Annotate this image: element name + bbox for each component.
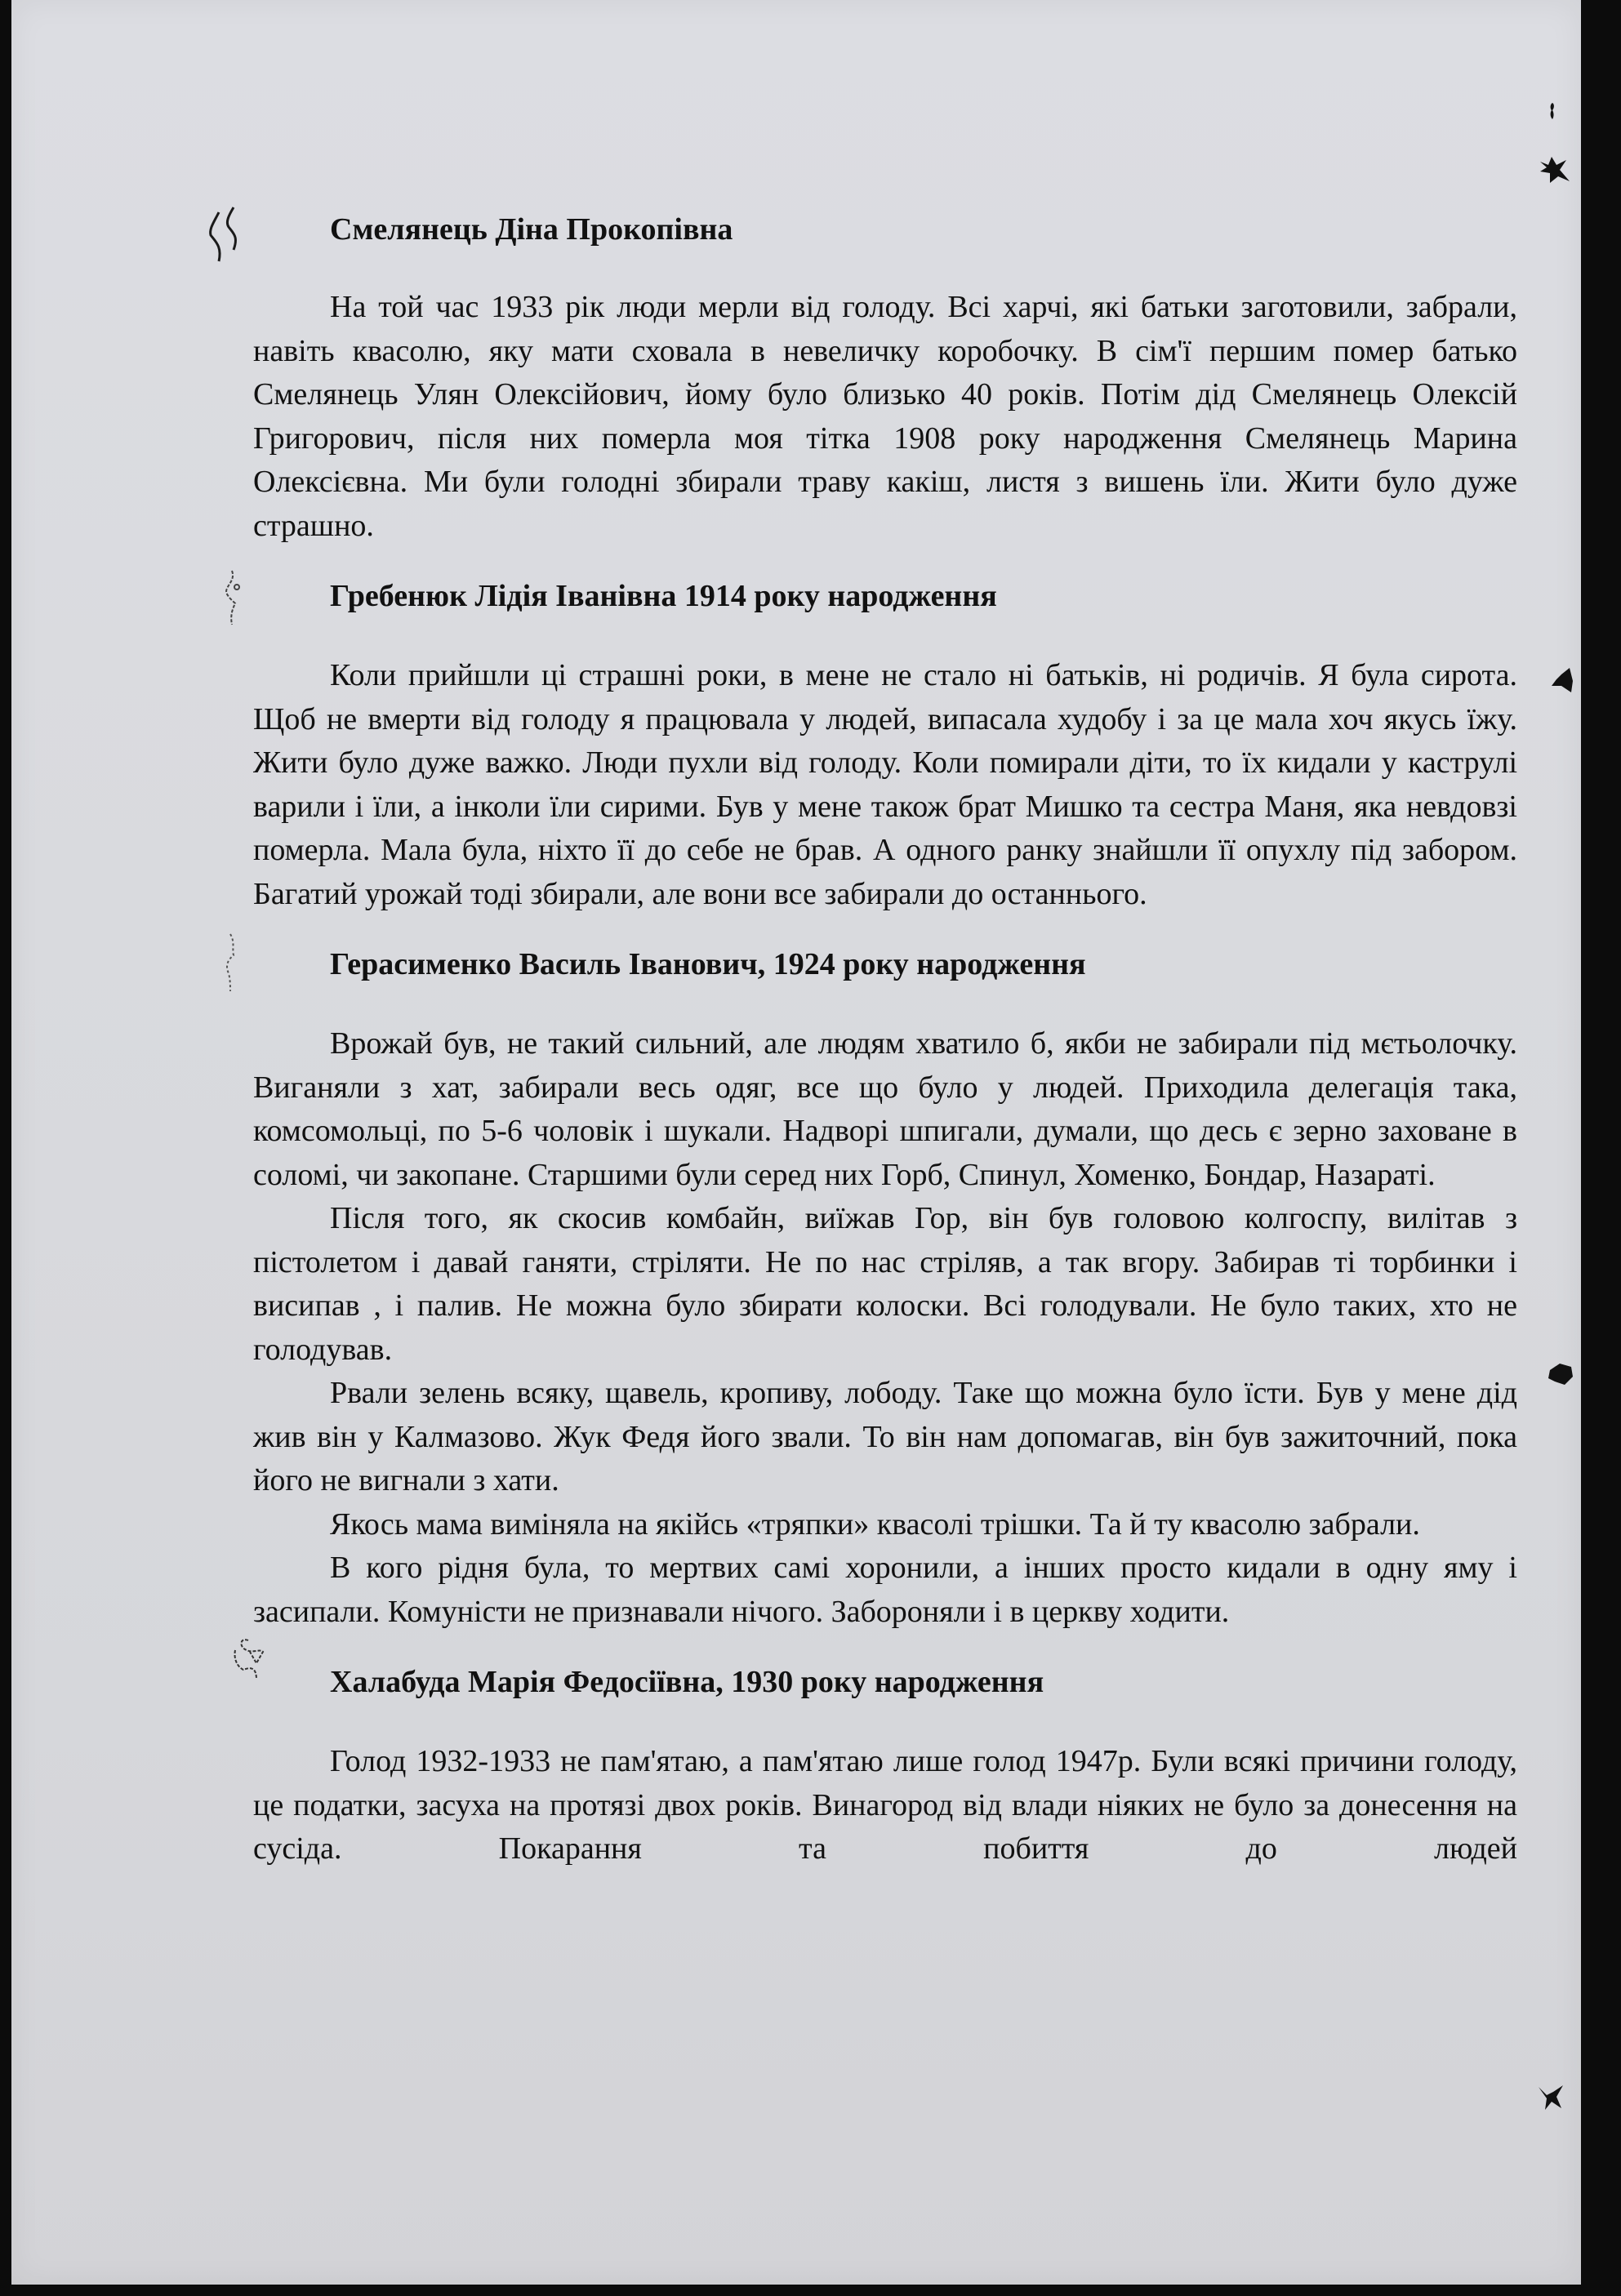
- punch-hole-small-icon: [1548, 102, 1557, 120]
- paragraph: В кого рідня була, то мертвих самі хоронили, а інших просто кидали в одну яму і засипали. Комуністи не признавали нічого. Забороняли і в церкву ходити.: [253, 1551, 1517, 1629]
- paragraph: На той час 1933 рік люди мерли від голоду. Всі харчі, які батьки заготовили, забрали, навіть квасолю, яку мати сховала в невеличку коробочку. В сім'ї першим помер батько Смелянець Улян Олексійович, йому було близько 40 років. Потім дід Смелянець Олексій Григорович, після них померла моя тітка 1908 року народження Смелянець Марина Олексієвна. Ми були голодні збирали траву какіш, листя з вишень їли. Жити було дуже страшно.: [253, 290, 1517, 543]
- punch-hole-torn-icon: [1547, 1362, 1574, 1386]
- section-heading: Гребенюк Лідія Іванівна 1914 року народження: [330, 579, 997, 613]
- punch-hole-torn-icon: [1550, 666, 1576, 694]
- pencil-mark-icon: [207, 929, 256, 994]
- document-body: [253, 204, 1517, 1871]
- testimony-section: [253, 1662, 1517, 1871]
- pencil-mark-icon: [232, 1634, 281, 1699]
- paragraph: Голод 1932-1933 не пам'ятаю, а пам'ятаю лише голод 1947р. Були всякі причини голоду, це податки, засуха на протязі двох років. Винагород від влади ніяких не було за донесення на сусіда. Покарання та побиття до людей: [253, 1744, 1517, 1866]
- section-heading: Герасименко Василь Іванович, 1924 року народження: [330, 947, 1086, 981]
- punch-hole-torn-icon: [1537, 2084, 1566, 2113]
- section-body: [253, 1022, 1517, 1634]
- section-body: [253, 1740, 1517, 1871]
- section-body: [253, 286, 1517, 548]
- section-heading: Халабуда Марія Федосіївна, 1930 року народження: [330, 1665, 1044, 1699]
- paragraph: Коли прийшли ці страшні роки, в мене не стало ні батьків, ні родичів. Я була сирота. Щоб не вмерти від голоду я працювала у людей, випасала худобу і за це мала хоч якусь їжу. Жити було дуже важко. Люди пухли від голоду. Коли помирали діти, то їх кидали у каструлі варили і їли, а інколи їли сирими. Був у мене також брат Мишко та сестра Маня, яка невдовзі померла. Мала була, ніхто її до себе не брав. А одного ранку знайшли її опухлу під забором. Багатий урожай тоді збирали, але вони все забирали до останнього.: [253, 658, 1517, 911]
- paper-page: [11, 0, 1581, 2285]
- section-body: [253, 654, 1517, 916]
- testimony-section: [253, 576, 1517, 916]
- paragraph: Якось мама виміняла на якійсь «тряпки» квасолі трішки. Та й ту квасолю забрали.: [330, 1506, 1420, 1542]
- paragraph: Після того, як скосив комбайн, виїжав Гор, він був головою колгоспу, вилітав з пістолетом і давай ганяти, стріляти. Не по нас стріляв, а так вгору. Забирав ті торбинки і висипав , і палив. Не можна було збирати колоски. Всі голодували. Не було таких, хто не голодував.: [253, 1201, 1517, 1367]
- testimony-section: [253, 209, 1517, 548]
- paragraph: Врожай був, не такий сильний, але людям хватило б, якби не забирали під мєтьолочку. Виганяли з хат, забирали весь одяг, все що було у людей. Приходила делегація така, комсомольці, по 5-6 чоловік і шукали. Надворі шпигали, думали, що десь є зерно заховане в соломі, чи закопане. Старшими були серед них Горб, Спинул, Хоменко, Бондар, Назараті.: [253, 1026, 1517, 1192]
- paragraph: Рвали зелень всяку, щавель, кропиву, лободу. Таке що можна було їсти. Був у мене дід жив він у Калмазово. Жук Федя його звали. То він нам допомагав, він був зажиточний, пока його не вигнали з хати.: [253, 1376, 1517, 1497]
- section-heading: Смелянець Діна Прокопівна: [330, 212, 733, 247]
- ss-pencil-mark-icon: [201, 204, 250, 269]
- punch-hole-torn-icon: [1539, 155, 1571, 185]
- testimony-section: [253, 944, 1517, 1634]
- pencil-mark-icon: [207, 567, 256, 633]
